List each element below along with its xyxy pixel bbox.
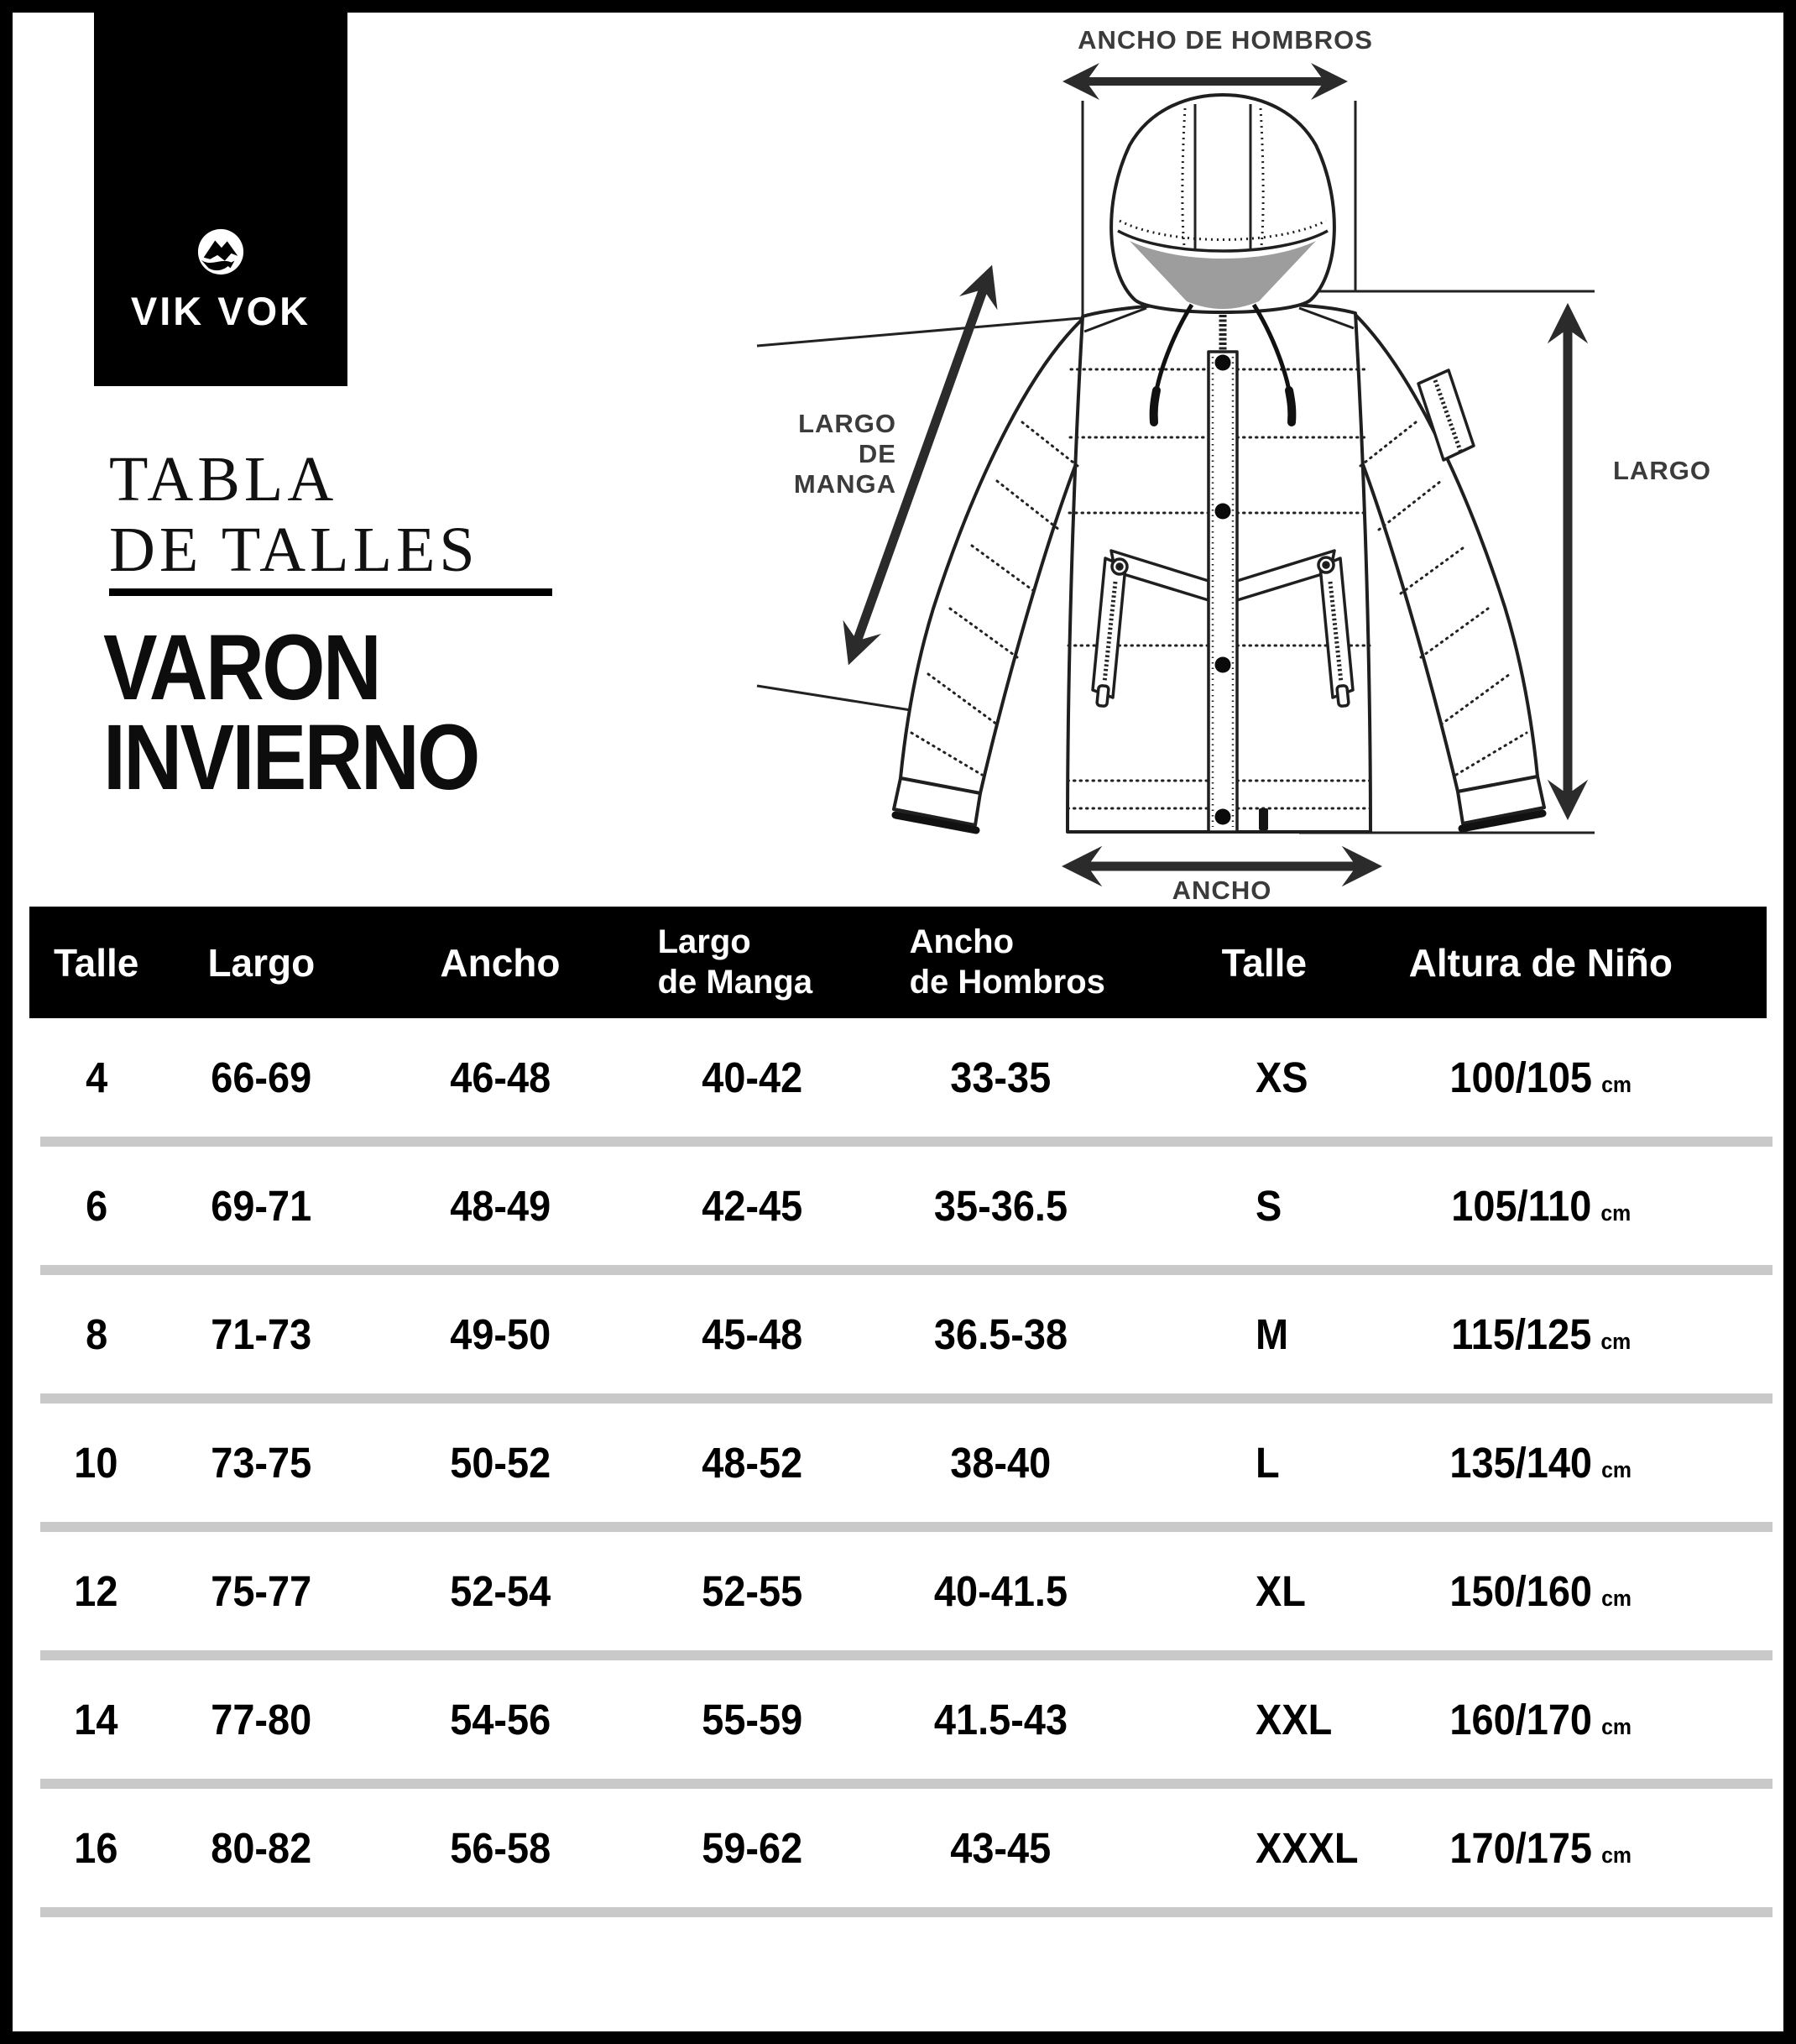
cell-altura: 170/175	[1449, 1824, 1593, 1872]
label-largo: LARGO	[1613, 456, 1711, 485]
cell-largo: 73-75	[211, 1439, 312, 1487]
table-row	[29, 1018, 1767, 1137]
cell-ancho-hombros: 43-45	[950, 1824, 1052, 1872]
cell-largo: 77-80	[211, 1696, 312, 1743]
title-underline	[109, 588, 552, 596]
cell-unit: cm	[1601, 1586, 1632, 1611]
header-talle-letra: Talle	[1221, 940, 1308, 985]
cell-largo: 69-71	[211, 1182, 312, 1230]
table-row	[29, 1789, 1767, 1907]
cell-talle-letra: S	[1255, 1182, 1282, 1230]
cell-talle-letra: M	[1255, 1310, 1288, 1358]
row-divider	[40, 1393, 1773, 1404]
page-title-line2: DE TALLES	[109, 514, 479, 585]
row-divider	[40, 1265, 1773, 1275]
cell-unit: cm	[1601, 1072, 1632, 1097]
cell-unit: cm	[1600, 1200, 1631, 1226]
cell-ancho: 46-48	[449, 1053, 551, 1101]
label-largo-de-manga-2: DE	[858, 439, 896, 468]
cell-altura: 160/170	[1449, 1696, 1593, 1743]
cell-talle-letra: XXL	[1255, 1696, 1332, 1743]
cell-largo: 71-73	[211, 1310, 312, 1358]
cell-altura: 105/110	[1450, 1182, 1591, 1230]
cell-largo: 75-77	[211, 1567, 312, 1615]
cell-ancho: 49-50	[449, 1310, 551, 1358]
cell-talle: 14	[74, 1696, 118, 1743]
cell-ancho-hombros: 35-36.5	[933, 1182, 1068, 1230]
left-sleeve	[901, 319, 1083, 793]
cell-ancho: 48-49	[449, 1182, 551, 1230]
header-largo: Largo	[207, 940, 316, 985]
cell-talle: 10	[74, 1439, 118, 1487]
table-header	[29, 907, 1767, 1018]
table-row	[29, 1660, 1767, 1779]
hem-zipper-pull	[1259, 808, 1268, 830]
cell-talle: 6	[85, 1182, 107, 1230]
front-placket	[1209, 352, 1237, 832]
page-title-line1: TABLA	[109, 444, 338, 515]
label-ancho-de-hombros: ANCHO DE HOMBROS	[1078, 25, 1373, 55]
row-divider	[40, 1779, 1773, 1789]
row-divider	[40, 1137, 1773, 1147]
cell-talle-letra: XS	[1255, 1053, 1308, 1101]
table-row	[29, 1147, 1767, 1265]
page-subtitle	[103, 616, 478, 809]
cell-largo-manga: 45-48	[702, 1310, 803, 1358]
cell-largo: 66-69	[211, 1053, 312, 1101]
cell-ancho: 52-54	[449, 1567, 551, 1615]
header-ancho: Ancho	[440, 940, 561, 985]
cell-talle-letra: L	[1255, 1439, 1280, 1487]
cell-talle-letra: XXXL	[1255, 1824, 1359, 1872]
cell-largo-manga: 52-55	[702, 1567, 803, 1615]
brand-logo-block	[94, 13, 347, 386]
table-row	[29, 1275, 1767, 1393]
cell-largo-manga: 40-42	[702, 1053, 803, 1101]
cell-unit: cm	[1601, 1843, 1632, 1868]
table-row	[29, 1532, 1767, 1650]
cell-unit: cm	[1600, 1329, 1631, 1354]
cell-largo-manga: 42-45	[702, 1182, 803, 1230]
label-ancho: ANCHO	[1172, 876, 1272, 905]
cell-unit: cm	[1601, 1457, 1632, 1482]
label-largo-de-manga-3: MANGA	[793, 469, 896, 499]
cell-largo-manga: 55-59	[702, 1696, 803, 1743]
cell-altura: 100/105	[1449, 1053, 1593, 1101]
page-subtitle-line1: VARON	[103, 616, 380, 719]
cell-largo-manga: 48-52	[702, 1439, 803, 1487]
row-divider	[40, 1650, 1773, 1660]
cell-talle: 16	[74, 1824, 118, 1872]
row-divider	[40, 1907, 1773, 1917]
cell-ancho-hombros: 41.5-43	[933, 1696, 1068, 1743]
cell-talle: 4	[85, 1053, 107, 1101]
cell-unit: cm	[1601, 1714, 1632, 1739]
cell-talle: 8	[85, 1310, 107, 1358]
page-subtitle-line2: INVIERNO	[103, 705, 478, 809]
header-altura: Altura de Niño	[1408, 940, 1673, 985]
cell-ancho-hombros: 36.5-38	[933, 1310, 1068, 1358]
jacket-drawing	[894, 95, 1544, 832]
mountain-badge-icon	[196, 227, 245, 276]
cell-talle-letra: XL	[1255, 1567, 1306, 1615]
label-largo-de-manga-1: LARGO	[798, 409, 896, 438]
cell-ancho-hombros: 40-41.5	[933, 1567, 1068, 1615]
header-largo-de-manga: Largo de Manga	[657, 923, 813, 1001]
cell-ancho: 50-52	[449, 1439, 551, 1487]
cell-ancho: 54-56	[449, 1696, 551, 1743]
cell-ancho-hombros: 33-35	[950, 1053, 1052, 1101]
cell-ancho: 56-58	[449, 1824, 551, 1872]
row-divider	[40, 1522, 1773, 1532]
cell-ancho-hombros: 38-40	[950, 1439, 1052, 1487]
cell-altura: 150/160	[1449, 1567, 1593, 1615]
jacket-diagram	[755, 21, 1762, 911]
header-ancho-de-hombros: Ancho de Hombros	[909, 923, 1105, 1001]
brand-name: VIK VOK	[130, 289, 311, 333]
cell-altura: 135/140	[1449, 1439, 1593, 1487]
header-talle: Talle	[53, 940, 139, 985]
table-row	[29, 1404, 1767, 1522]
cell-talle: 12	[74, 1567, 118, 1615]
cell-largo-manga: 59-62	[702, 1824, 803, 1872]
size-table	[29, 1018, 1767, 1917]
cell-largo: 80-82	[211, 1824, 312, 1872]
page-title	[109, 445, 479, 585]
cell-altura: 115/125	[1450, 1310, 1591, 1358]
